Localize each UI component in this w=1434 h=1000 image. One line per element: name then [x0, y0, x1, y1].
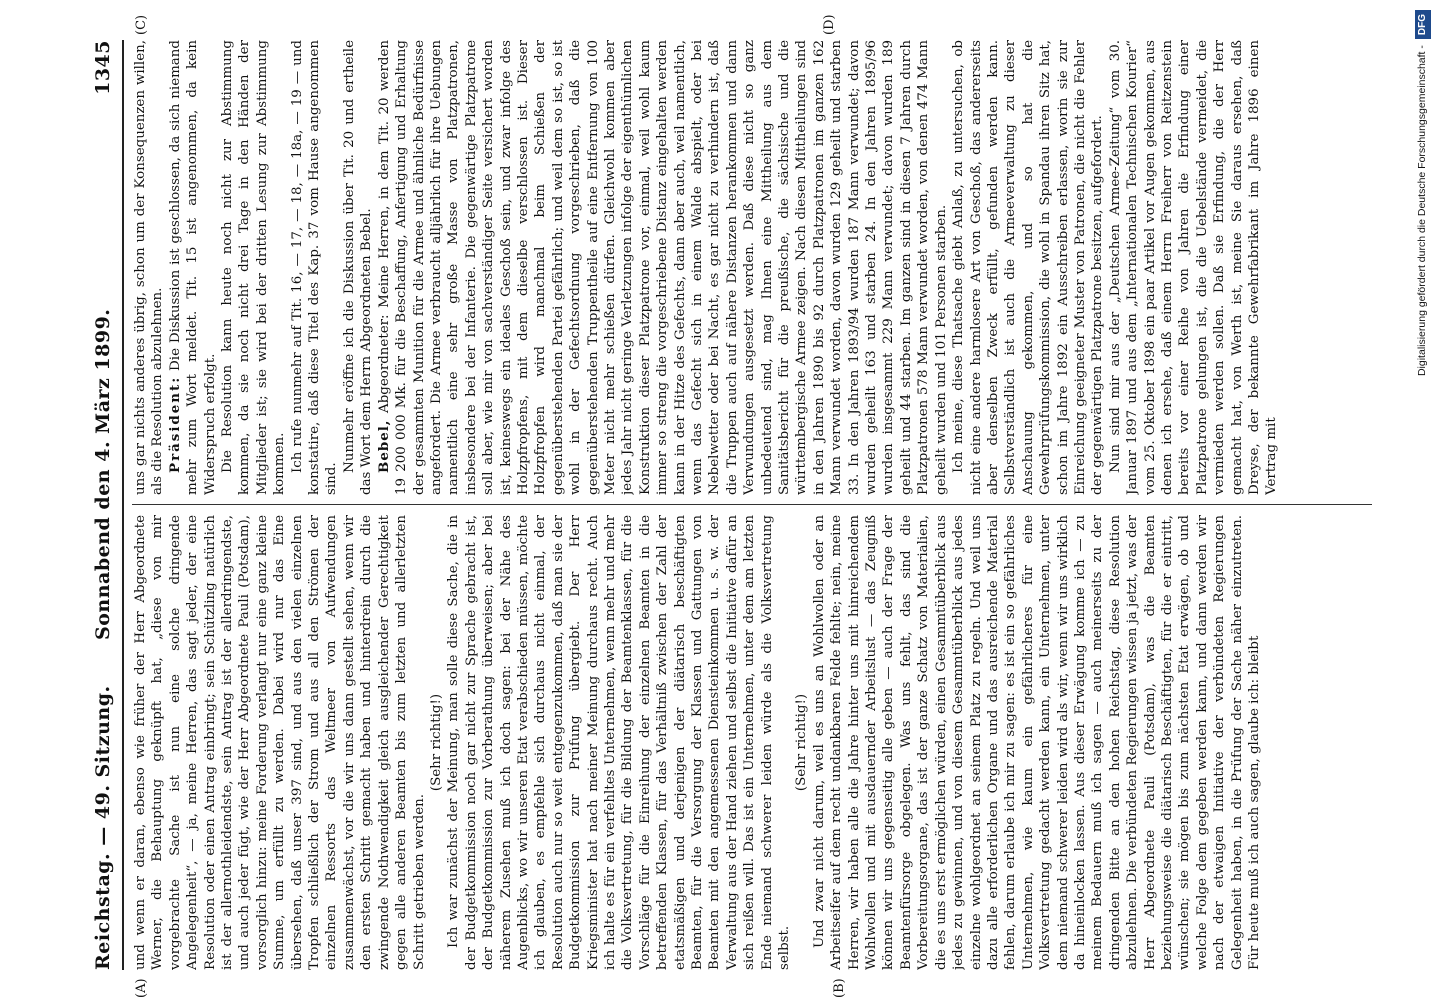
margin-mark-b: (B) — [832, 978, 847, 998]
paragraph: Nunmehr eröffne ich die Diskussion über Tit. 20 und ertheile das Wort dem Herrn Abgeordneten Bebel. — [341, 40, 375, 495]
paragraph: Ich war zunächst der Meinung, man solle diese Sache, die in der Budgetkommission noch gar nicht zur Sprache gebracht ist, der Budgetkommission zur Vorberathung überweisen; aber bei näherem Zusehen muß ich doch sagen: bei der Nähe des Augenblicks, wo wir unseren Etat verabschieden müssen, möchte ich glauben, es empfehle sich durchaus nicht einmal, der Resolution auch nur so weit entgegenzukommen, daß man sie der Budgetkommission zur Prüfung übergiebt. Der Herr Kriegsminister hat nach meiner Meinung durchaus recht. Auch ich halte es für ein verfehltes Unternehmen, wenn mehr und mehr die Volksvertretung, für die Bildung der Beamtenklassen, für die Vorschläge für die Einreihung der einzelnen Beamten in die betreffenden Klassen, für das Verhältniß zwischen der Zahl der etatsmäßigen und derjenigen der diätarisch beschäftigten Beamten, für die Versorgung der Klassen und Gattungen von Beamten mit den angemessenen Diensteinkommen u. s. w. der Verwaltung aus der Hand ziehen und selbst die Initiative dafür an sich reißen will. Das ist ein Unternehmen, unter dem am letzten Ende niemand schwerer leiden würde als die Volksvertretung selbst. — [446, 515, 793, 970]
column-divider — [132, 504, 1372, 505]
speaker-name: Bebel, — [375, 419, 392, 473]
paragraph — [376, 40, 950, 495]
paragraph: Ich rufe nunmehr auf Tit. 16, — 17, — 18, — 18a, — 19 — und konstatire, daß diese Titel des Kap. 37 vom Hause angenommen sind. — [289, 40, 340, 495]
speaker-name: Präsident: — [166, 375, 183, 473]
paragraph — [167, 40, 219, 495]
credit-text: Digitalisierung gefördert durch die Deutsche Forschungsgemeinschaft - — [1416, 45, 1428, 377]
interjection: (Sehr richtig!) — [794, 693, 810, 792]
paragraph: und wenn er daran, ebenso wie früher der Herr Abgeordnete Werner, die Behauptung geknüpft hat, „diese von mir vorgebrachte Sache ist nun eine solche dringende Angelegenheit“, — ja, meine Herren, das sagt jeder, der eine Resolution oder einen Antrag einbringt; sein Schützling natürlich ist der allernothleidendste, sein Antrag ist der allerdringendste, und auch jeder fügt, wie der Herr Abgeordnete Pauli (Potsdam), vorsorglich hinzu: meine Forderung verlangt nur eine ganz kleine Summe, um erfüllt zu werden. Dabei wird nur das Eine übersehen, daß unser 397 sind, und aus den vielen einzelnen Tropfen schließlich der Strom und aus all den Strömen der einzelnen Ressorts das Weltmeer von Aufwendungen zusammenwächst, vor die wir uns dann gestellt sehen, wenn wir den ersten Schritt gemacht haben und hinterdrein durch die zwingende Nothwendigkeit gleich ausgleichender Gerechtigkeit gegen alle anderen Beamten bis zum letzten und allerletzten Schritt getrieben werden. — [133, 515, 427, 970]
page-content — [88, 14, 1398, 998]
paragraph: Nun sind mir aus der „Deutschen Armee-Zeitung“ vom 30. Januar 1897 und aus dem „Internationalen Technischen Kourier“ vom 25. Oktober 1898 ein paar Artikel vor Augen gekommen, aus denen ich ersehe, daß einem Herrn Freiherr von Reitzenstein bereits vor einer Reihe von Jahren die Erfindung einer Platzpatrone gelungen ist, die die Uebelstände vermeidet, die vermieden werden sollen. Daß sie Erfindung, die der Herr gemacht hat, von Werth ist, meine Sie daraus ersehen, daß Dreyse, der bekannte Gewehrfabrikant im Jahre 1896 einen Vertrag mit — [1107, 40, 1280, 495]
page-number: 1345 — [92, 40, 114, 95]
paragraph: Ich meine, diese Thatsache giebt Anlaß, zu untersuchen, ob nicht eine andere harmlosere Art von Geschoß, das andererseits aber denselben Zweck erfüllt, gefunden werden kann. Selbstverständlich ist auch die Armeeverwaltung zu dieser Anschauung gekommen, und so hat die Gewehrprüfungskommission, die wohl in Spandau ihren Sitz hat, schon im Jahre 1892 ein Ausschreiben erlassen, worin sie zur Einreichung geeigneter Muster von Patronen, die nicht die Fehler der gegenwärtigen Platzpatrone besitzen, aufgefordert. — [951, 40, 1106, 495]
paragraph: uns gar nichts anderes übrig, schon um der Konsequenzen willen, als die Resolution abzulehnen. — [133, 40, 166, 495]
dfg-logo: DFG — [1415, 10, 1431, 39]
text-columns — [132, 14, 1372, 998]
paragraph: Die Resolution kann heute noch nicht zur Abstimmung kommen, da sie noch nicht drei Tage in den Händen der Mitglieder ist; sie wird bei der dritten Lesung zur Abstimmung kommen. — [220, 40, 288, 495]
left-column — [132, 515, 1372, 970]
header-rule — [122, 40, 124, 970]
running-header — [88, 40, 118, 970]
paragraph: Und zwar nicht darum, weil es uns an Wohlwollen oder an Arbeitseifer auf dem recht undankbaren Felde fehlte; nein, meine Herren, wir haben alle die Jahre hinter uns mit hinreichendem Wohlwollen und mit ausdauernder Arbeitslust — das Zeugniß können wir uns gegenseitig alle geben — auch der Frage der Beamtenfürsorge obgelegen. Was uns fehlt, das sind die Vorbereitungsorgane, das ist der ganze Schatz von Materialien, die es uns erst ermöglichen würden, einen Gesammtüberblick aus jedes zu gewinnen, und von diesem Gesammtüberblick aus jedes einzelne wohlgeordnet an seinem Platz zu regeln. Und weil uns dazu alle erforderlichen Organe und das ausreichende Material fehlen, darum erlaube ich mir zu sagen: es ist ein so gefährliches Unternehmen, wie kaum ein gefährlicheres für eine Volksvertretung gedacht werden kann, ein Unternehmen, unter dem niemand schwerer leiden wird als wir, wenn wir uns wirklich da hineinlocken lassen. Aus dieser Erwägung komme ich — zu meinem Bedauern muß ich sagen — auch meinerseits zu der dringenden Bitte an den hohen Reichstag, diese Resolution abzulehnen. Die verbündeten Regierungen wissen ja jetzt, was der Herr Abgeordnete Pauli (Potsdam), was die Beamten beziehungsweise die diätarisch Beschäftigten, für die er eintritt, wünschen; sie mögen bis zum nächsten Etat erwägen, ob und welche Folge dem gegeben werden kann, und dann werden wir nach der etwaigen Initiative der verbündeten Regierungen Gelegenheit haben, in die Prüfung der Sache näher einzutreten. Für heute muß ich auch sagen, glaube ich: bleibt — [811, 515, 1262, 970]
header-session: Reichstag. — 49. Sitzung. — [92, 685, 114, 970]
right-column — [132, 40, 1372, 495]
header-date: Sonnabend den 4. März 1899. — [92, 308, 114, 640]
digitization-credit — [1414, 10, 1430, 990]
margin-mark-d: (D) — [822, 14, 837, 35]
margin-mark-c: (C) — [134, 14, 149, 35]
speech-text: Abgeordneter: Meine Herren, in dem Tit. 20 werden 19 200 000 Mk. für die Beschaffung, Anfertigung und Erhaltung der gesammten Munition für die Armee und ähnliche Bedürfnisse angefordert. Die Armee verbraucht alljährlich für ihre Uebungen namentlich eine sehr große Masse von Platzpatronen, insbesondere bei der Infanterie. Die gegenwärtige Platzpatrone soll aber, wie mir von sachverständiger Seite versichert worden ist, keineswegs ein ideales Geschoß sein, und zwar infolge des Holzpfropfens, mit dem dieselbe verschlossen ist. Dieser Holzpfropfen wird manchmal beim Schießen der gegenüberstehenden Partei gefährlich; und weil dem so ist, so ist wohl in der Gefechtsordnung vorgeschrieben, daß die gegenüberstehenden Truppentheile auf eine Entfernung von 100 Meter nicht mehr schießen dürfen. Gleichwohl kommen aber jedes Jahr nicht geringe Verletzungen infolge der eigenthümlichen Konstruktion dieser Platzpatrone vor, einmal, weil wohl kaum immer so streng die vorgeschriebene Distanz eingehalten werden kann in der Hitze des Gefechts, dann aber auch, weil namentlich, wenn das Gefecht sich in einem Walde abspielt, oder bei Nebelwetter oder bei Nacht, es gar nicht zu verhindern ist, daß die Truppen auch auf nähere Distanzen herankommen und dann Verwundungen ausgesetzt werden. Daß diese nicht so ganz unbedeutend sind, mag Ihnen eine Mittheilung aus dem Sanitätsbericht für die preußische, die sächsische und die württembergische Armee zeigen. Nach diesen Mittheilungen sind in den Jahren 1890 bis 92 durch Platzpatronen im ganzen 162 Mann verwundet worden, davon wurden 129 geheilt und starben 33. In den Jahren 1893/94 wurden 187 Mann verwundet; davon wurden geheilt 163 und starben 24. In den Jahren 1895/96 wurden insgesammt 229 Mann verwundet; davon wurden 189 geheilt und 44 starben. Im ganzen sind in diesen 7 Jahren durch Platzpatronen 578 Mann verwundet worden, von denen 474 Mann geheilt wurden und 101 Personen starben. — [376, 40, 949, 495]
speech-text: Die Diskussion ist geschlossen, da sich niemand mehr zum Wort meldet. Tit. 15 ist angenommen, da kein Widerspruch erfolgt. — [167, 40, 218, 495]
interjection: (Sehr richtig!) — [428, 693, 444, 792]
margin-mark-a: (A) — [134, 978, 149, 998]
